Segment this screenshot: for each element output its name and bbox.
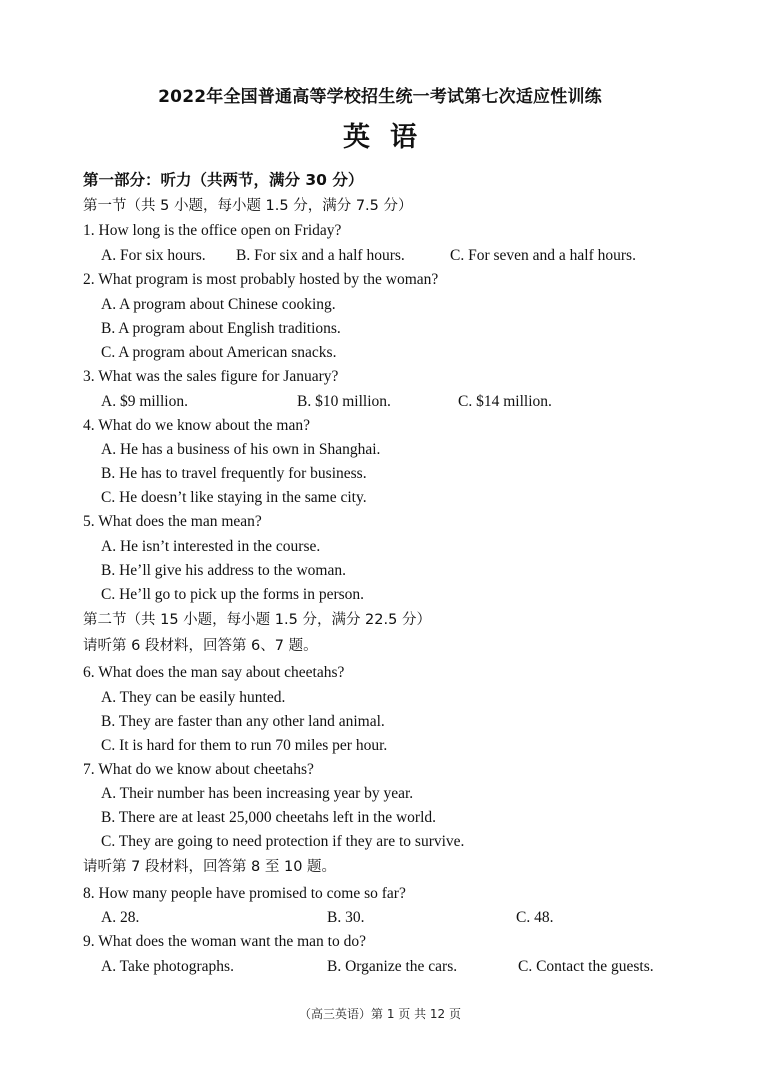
question-9-option-b: B. Organize the cars.: [327, 958, 458, 975]
question-5-stem: 5. What does the man mean?: [83, 513, 262, 530]
question-5-option-c: C. He’ll go to pick up the forms in person.: [101, 586, 365, 603]
question-4-option-b: B. He has to travel frequently for business.: [101, 465, 367, 482]
material-7-instruction: 请听第 7 段材料，回答第 8 至 10 题。: [83, 859, 337, 875]
question-8-option-a: A. 28.: [101, 909, 140, 926]
question-7-option-b: B. There are at least 25,000 cheetahs left in the world.: [101, 809, 436, 826]
question-5-option-b: B. He’ll give his address to the woman.: [101, 562, 346, 579]
question-4-stem: 4. What do we know about the man?: [83, 417, 310, 434]
question-9-stem: 9. What does the woman want the man to do?: [83, 933, 366, 950]
material-6-instruction: 请听第 6 段材料，回答第 6、7 题。: [83, 638, 318, 654]
question-1-option-b: B. For six and a half hours.: [236, 247, 405, 264]
question-3-option-a: A. $9 million.: [101, 393, 188, 410]
question-3-option-c: C. $14 million.: [458, 393, 552, 410]
exam-title: 2022年全国普通高等学校招生统一考试第七次适应性训练: [158, 87, 602, 107]
part1-heading: 第一部分：听力（共两节，满分 30 分）: [83, 171, 364, 189]
question-2-stem: 2. What program is most probably hosted by the woman?: [83, 271, 439, 288]
question-5-option-a: A. He isn’t interested in the course.: [101, 538, 321, 555]
question-7-stem: 7. What do we know about cheetahs?: [83, 761, 314, 778]
question-1-stem: 1. How long is the office open on Friday?: [83, 222, 342, 239]
question-2-option-c: C. A program about American snacks.: [101, 344, 337, 361]
question-6-option-a: A. They can be easily hunted.: [101, 689, 286, 706]
question-4-option-c: C. He doesn’t like staying in the same city.: [101, 489, 367, 506]
question-7-option-a: A. Their number has been increasing year by year.: [101, 785, 414, 802]
question-8-option-c: C. 48.: [516, 909, 554, 926]
question-9-option-c: C. Contact the guests.: [518, 958, 654, 975]
page-footer: （高三英语）第 1 页 共 12 页: [299, 1007, 461, 1021]
question-8-stem: 8. How many people have promised to come so far?: [83, 885, 406, 902]
question-4-option-a: A. He has a business of his own in Shanghai.: [101, 441, 381, 458]
question-6-option-c: C. It is hard for them to run 70 miles per hour.: [101, 737, 388, 754]
question-2-option-a: A. A program about Chinese cooking.: [101, 296, 336, 313]
question-8-option-b: B. 30.: [327, 909, 365, 926]
question-6-option-b: B. They are faster than any other land animal.: [101, 713, 385, 730]
question-3-stem: 3. What was the sales figure for January?: [83, 368, 339, 385]
section2-heading: 第二节（共 15 小题，每小题 1.5 分，满分 22.5 分）: [83, 612, 431, 628]
question-2-option-b: B. A program about English traditions.: [101, 320, 341, 337]
question-9-option-a: A. Take photographs.: [101, 958, 234, 975]
question-6-stem: 6. What does the man say about cheetahs?: [83, 664, 345, 681]
question-1-option-a: A. For six hours.: [101, 247, 206, 264]
subject-title: 英语: [343, 122, 437, 153]
question-1-option-c: C. For seven and a half hours.: [450, 247, 636, 264]
section1-heading: 第一节（共 5 小题，每小题 1.5 分，满分 7.5 分）: [83, 198, 413, 214]
question-3-option-b: B. $10 million.: [297, 393, 391, 410]
question-7-option-c: C. They are going to need protection if they are to survive.: [101, 833, 465, 850]
